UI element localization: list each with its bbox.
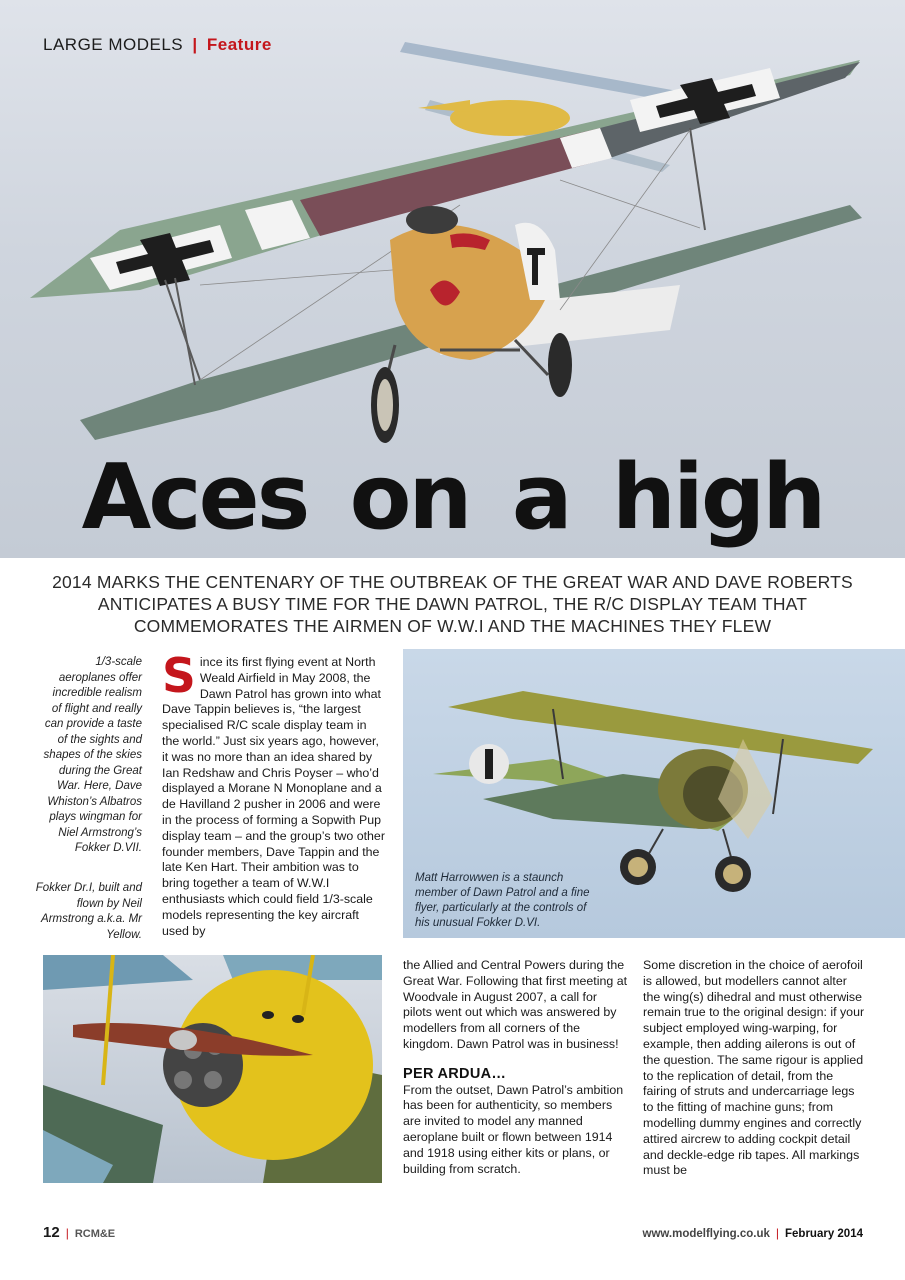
subhead-per-ardua: PER ARDUA… (403, 1065, 507, 1082)
article-column-2 (403, 958, 628, 1177)
issue-date: February 2014 (785, 1228, 863, 1240)
section-header (43, 35, 272, 55)
headline: Aces on a high (81, 445, 824, 550)
website-url: www.modelflying.co.uk (642, 1228, 770, 1240)
article-column-1 (162, 649, 386, 939)
caption-fokker-dvi: Matt Harrowwen is a staunch member of Dawn Patrol and a fine flyer, particularly at the controls of his unusual Fokker D.VI. (415, 872, 590, 929)
footer-separator-left: | (65, 1226, 69, 1240)
footer-right (643, 1226, 864, 1240)
caption-fokker-dr1: Fokker Dr.I, built and flown by Neil Armstrong a.k.a. Mr Yellow. (35, 882, 142, 941)
fokker-dr1-illustration (43, 955, 382, 1183)
section-label: LARGE MODELS (43, 35, 184, 54)
article-col2-para1: the Allied and Central Powers during the Great War. Following that first meeting at Woodvale in August 2007, a call for pilots went out which was answered by modellers from all corners of the kingdom. Dawn Patrol was in business! (403, 958, 628, 1051)
magazine-name: RCM&E (74, 1228, 116, 1240)
photo-fokker-dr1 (43, 955, 382, 1183)
caption-albatros: 1/3-scale aeroplanes offer incredible realism of flight and really can provide a taste of the sights and shapes of the skies during the Great War. Here, Dave Whiston’s Albatros plays wingman for Niel Armstrong’s Fokker D.VII. (43, 656, 142, 854)
article-col2-para2: From the outset, Dawn Patrol’s ambition has been for authenticity, so members are invited to model any manned aeroplane built or flown between 1914 and 1918 using either kits or plans, or building from scratch. (403, 1082, 624, 1176)
article-column-3: Some discretion in the choice of aerofoil is allowed, but modellers cannot alter the wing(s) dihedral and must otherwise remain true to the original design: if your subject employed wing-warping, for example, then adding ailerons is out of the question. The same rigour is applied to the replication of detail, from the fairing of struts and undercarriage legs to the fitting of machine guns; from modelling dummy engines and correctly attired aircrew to adding cockpit detail and deckle-edge rib tapes. All markings must be (643, 958, 865, 1178)
photo-fokker-dvi (403, 649, 905, 938)
section-separator: | (192, 35, 198, 54)
article-col1-text: ince its first flying event at North Weald Airfield in May 2008, the Dawn Patrol has grown into what Dave Tappin believes is, “the largest specialised R/C scale display team in the world.” Just six years ago, however, it was no more than an idea shared by Ian Redshaw and Chris Poyser – who’d displayed a Morane N Monoplane and a de Havilland 2 pusher in 2006 and were in the process of forming a Sopwith Pup display team – and the group’s two other founder members, Dave Tappin and the late Ken Hart. Their ambition was to bring together a team of W.W.I enthusiasts which could field 1/3-scale models representing the key aircraft used by (162, 655, 385, 938)
feature-tag: Feature (206, 35, 272, 54)
footer-separator-right: | (775, 1226, 779, 1240)
standfirst: 2014 MARKS THE CENTENARY OF THE OUTBREAK OF THE GREAT WAR AND DAVE ROBERTS ANTICIPATES A BUSY TIME FOR THE DAWN PATROL, THE R/C DISPLAY TEAM THAT COMMEMORATES THE AIRMEN OF W.W.I AND THE MACHINES THEY FLEW (52, 572, 853, 636)
page-number: 12 (43, 1224, 60, 1241)
footer-left (43, 1224, 115, 1241)
drop-cap: S (162, 649, 196, 704)
